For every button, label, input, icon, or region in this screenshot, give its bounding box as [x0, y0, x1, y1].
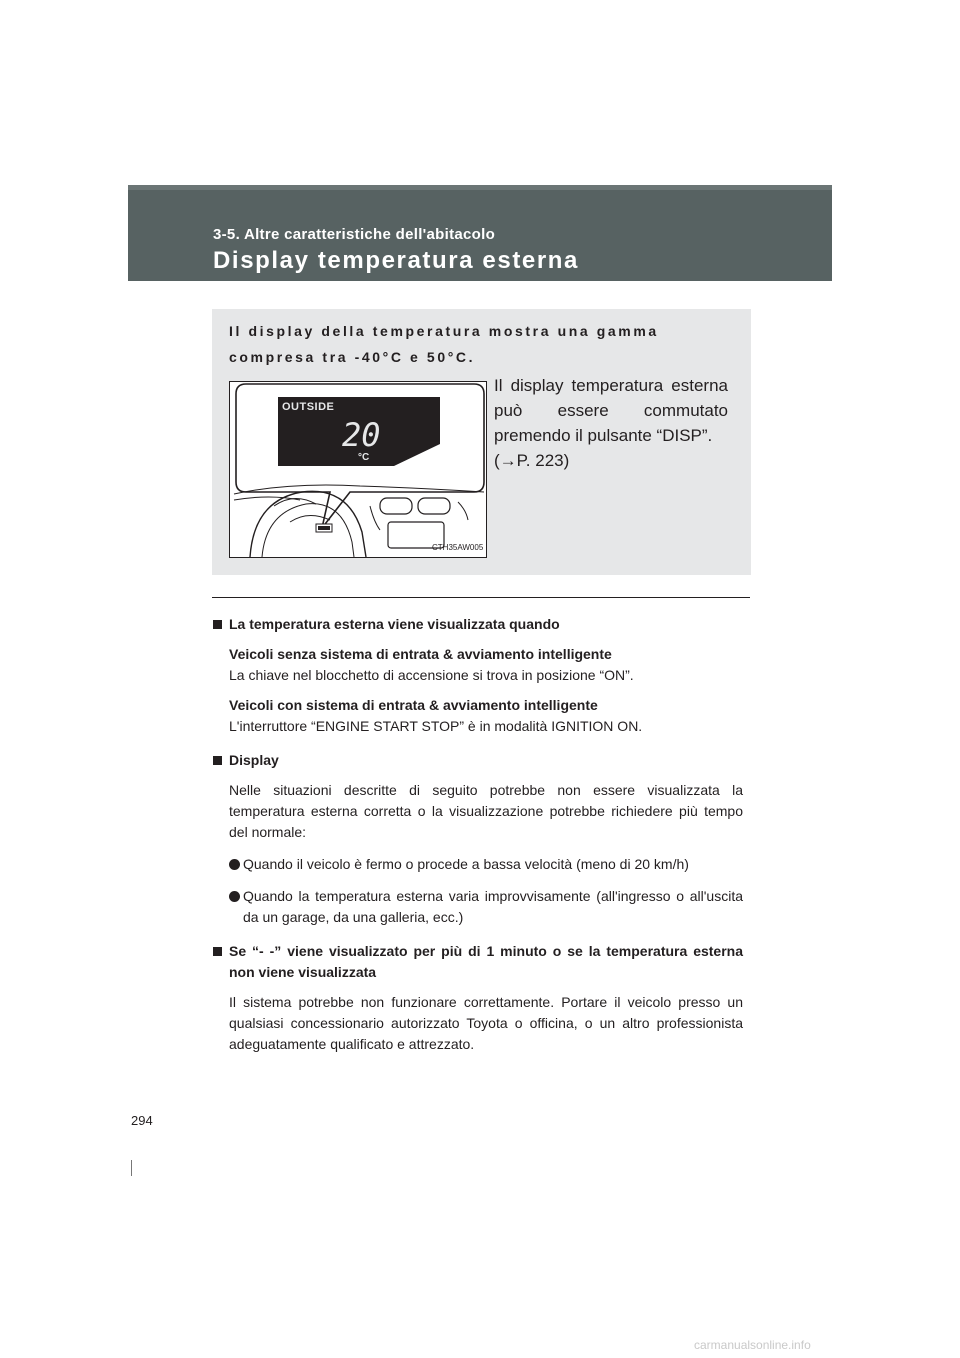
watermark: carmanualsonline.info: [694, 1338, 811, 1352]
list-item-text: Quando la temperatura esterna varia improvvisamente (all'ingresso o all'uscita da un garage, da una galleria, ecc.): [243, 888, 743, 925]
subheading: Veicoli senza sistema di entrata & avviamento intelligente: [229, 646, 612, 662]
paragraph: L'interruttore “ENGINE START STOP” è in modalità IGNITION ON.: [229, 718, 643, 734]
list-item-text: Quando il veicolo è fermo o procede a bassa velocità (meno di 20 km/h): [243, 856, 689, 872]
list-item: [213, 886, 743, 928]
paragraph: Nelle situazioni descritte di seguito potrebbe non essere visualizzata la temperatura esterna corretta o la visualizzazione potrebbe richiedere più tempo del normale:: [229, 782, 743, 840]
dashboard-illustration: [229, 381, 487, 558]
display-label: OUTSIDE: [282, 401, 335, 413]
page-number: 294: [131, 1113, 153, 1128]
dashboard-drawing: [230, 382, 486, 557]
caption-ref: (→P. 223): [494, 451, 570, 470]
round-bullet-icon: [229, 859, 240, 870]
round-bullet-icon: [229, 891, 240, 902]
caption-text: Il display temperatura esterna può essere commutato premendo il pulsante “DISP”.: [494, 376, 728, 445]
section-heading-text: Se “- -” viene visualizzato per più di 1 minuto o se la temperatura esterna non viene visualizzata: [229, 943, 743, 980]
intro-text: Il display della temperatura mostra una gamma compresa tra -40°C e 50°C.: [229, 323, 659, 365]
info-box: [212, 309, 751, 575]
section-heading: [213, 941, 743, 983]
temperature-unit: °C: [358, 452, 370, 463]
header-top-line: [128, 185, 832, 190]
square-bullet-icon: [213, 620, 222, 629]
paragraph: Il sistema potrebbe non funzionare correttamente. Portare il veicolo presso un qualsiasi concessionario autorizzato Toyota o officina, o un altro professionista adeguatamente qualificato e attrezzato.: [229, 994, 743, 1052]
section-heading-text: Display: [229, 752, 279, 768]
illustration-code: CTH35AW005: [432, 543, 484, 552]
paragraph: La chiave nel blocchetto di accensione si trova in posizione “ON”.: [229, 667, 634, 683]
side-mark: [131, 1160, 132, 1176]
section-heading-text: La temperatura esterna viene visualizzata quando: [229, 616, 560, 632]
subheading: Veicoli con sistema di entrata & avviamento intelligente: [229, 697, 598, 713]
square-bullet-icon: [213, 756, 222, 765]
section-divider: [212, 597, 750, 598]
section-display: [213, 750, 743, 928]
section-display-conditions: [213, 614, 743, 737]
list-item: [213, 854, 743, 875]
page-title: Display temperatura esterna: [213, 247, 580, 274]
section-heading: [213, 614, 743, 635]
square-bullet-icon: [213, 947, 222, 956]
section-heading: [213, 750, 743, 771]
section-label: 3-5. Altre caratteristiche dell'abitacolo: [213, 226, 496, 243]
caption: [494, 373, 728, 473]
section-not-displayed: [213, 941, 743, 1055]
temperature-value: 20: [342, 416, 381, 454]
content: [213, 614, 743, 1060]
